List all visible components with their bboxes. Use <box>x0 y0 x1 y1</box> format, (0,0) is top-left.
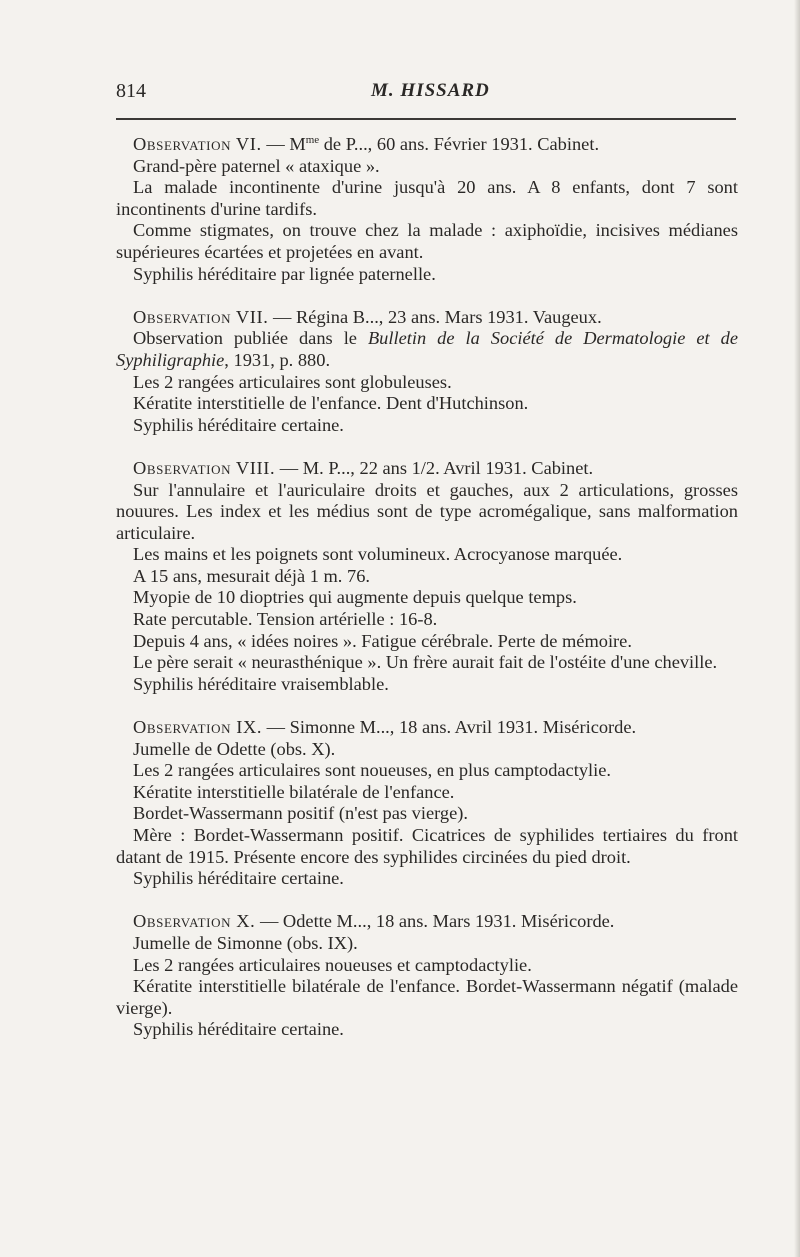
observation-ix <box>116 717 738 890</box>
observation-paragraph: Grand-père paternel « ataxique ». <box>133 155 380 176</box>
observation-paragraph: Syphilis héréditaire certaine. <box>133 414 344 435</box>
page-body <box>116 130 738 1063</box>
observation-paragraph: Depuis 4 ans, « idées noires ». Fatigue cérébrale. Perte de mémoire. <box>133 630 632 651</box>
observation-label: Observation IX. <box>133 717 263 738</box>
observation-label: Observation VIII. <box>133 457 276 478</box>
running-title: M. HISSARD <box>371 80 490 101</box>
observation-label: Observation VI. <box>133 134 262 154</box>
observation-paragraph: Jumelle de Odette (obs. X). <box>133 738 336 759</box>
observation-label: Observation X. <box>133 911 256 932</box>
publication-reference <box>116 328 738 371</box>
observation-heading <box>116 717 738 739</box>
observation-label: Observation VII. <box>133 306 269 327</box>
observation-paragraph: Syphilis héréditaire vraisemblable. <box>133 673 389 694</box>
observation-heading <box>116 307 738 329</box>
observation-x <box>116 911 738 1041</box>
observation-heading <box>116 911 738 933</box>
journal-title: Bulletin de la Société de Dermatologie et de Syphiligraphie <box>116 328 738 370</box>
observation-paragraph: Kératite interstitielle bilatérale de l'enfance. <box>133 781 455 802</box>
observation-heading-text: de P..., 60 ans. Février 1931. Cabinet. <box>319 134 600 154</box>
title-superscript: me <box>305 134 320 146</box>
observation-paragraph: Jumelle de Simonne (obs. IX). <box>133 932 358 953</box>
observation-heading-text: — Simonne M..., 18 ans. Avril 1931. Miséricorde. <box>262 717 637 738</box>
page-number: 814 <box>116 80 146 102</box>
observation-paragraph: Mère : Bordet-Wassermann positif. Cicatrices de syphilides tertiaires du front datant de 1915. Présente encore des syphilides circinées du pied droit. <box>116 825 738 867</box>
observation-paragraph: La malade incontinente d'urine jusqu'à 20 ans. A 8 enfants, dont 7 sont incontinents d'urine tardifs. <box>116 177 738 219</box>
page-header <box>116 80 736 116</box>
observation-paragraph: A 15 ans, mesurait déjà 1 m. 76. <box>133 565 370 586</box>
observation-paragraph: Syphilis héréditaire certaine. <box>133 1019 344 1040</box>
observation-paragraph: Les 2 rangées articulaires sont globuleuses. <box>133 371 452 392</box>
observation-paragraph: Syphilis héréditaire certaine. <box>133 868 344 889</box>
observation-viii <box>116 458 738 696</box>
observation-paragraph: Les mains et les poignets sont volumineux. Acrocyanose marquée. <box>133 544 623 565</box>
observation-vii <box>116 307 738 437</box>
observation-paragraph: Kératite interstitielle bilatérale de l'enfance. Bordet-Wassermann négatif (malade vierge). <box>116 976 738 1018</box>
observation-paragraph: Les 2 rangées articulaires sont noueuses, en plus camptodactylie. <box>133 760 612 781</box>
observation-paragraph: Kératite interstitielle de l'enfance. Dent d'Hutchinson. <box>133 393 529 414</box>
page-edge <box>794 0 800 1257</box>
observation-heading <box>116 458 738 480</box>
observation-heading-text: — Régina B..., 23 ans. Mars 1931. Vaugeux. <box>268 306 602 327</box>
observation-vi <box>116 130 738 285</box>
observation-paragraph: Sur l'annulaire et l'auriculaire droits et gauches, aux 2 articulations, grosses nouures. Les index et les médius sont de type acromégalique, sans malformation articulaire. <box>116 479 738 543</box>
publication-text: Observation publiée dans le <box>133 328 368 349</box>
observation-paragraph: Le père serait « neurasthénique ». Un frère aurait fait de l'ostéite d'une cheville. <box>133 652 718 673</box>
observation-heading-text: — M. P..., 22 ans 1/2. Avril 1931. Cabinet. <box>275 457 594 478</box>
observation-heading <box>116 130 738 156</box>
observation-paragraph: Bordet-Wassermann positif (n'est pas vierge). <box>133 803 468 824</box>
publication-text: , 1931, p. 880. <box>224 349 331 370</box>
header-rule <box>116 118 736 120</box>
observation-paragraph: Myopie de 10 dioptries qui augmente depuis quelque temps. <box>133 587 577 608</box>
observation-paragraph: Comme stigmates, on trouve chez la malade : axiphoïdie, incisives médianes supérieures écartées et projetées en avant. <box>116 220 738 262</box>
observation-heading-text: — M <box>261 134 306 154</box>
observation-paragraph: Rate percutable. Tension artérielle : 16-8. <box>133 609 438 630</box>
observation-paragraph: Les 2 rangées articulaires noueuses et camptodactylie. <box>133 954 532 975</box>
observation-paragraph: Syphilis héréditaire par lignée paternelle. <box>133 263 436 284</box>
observation-heading-text: — Odette M..., 18 ans. Mars 1931. Miséricorde. <box>255 911 615 932</box>
